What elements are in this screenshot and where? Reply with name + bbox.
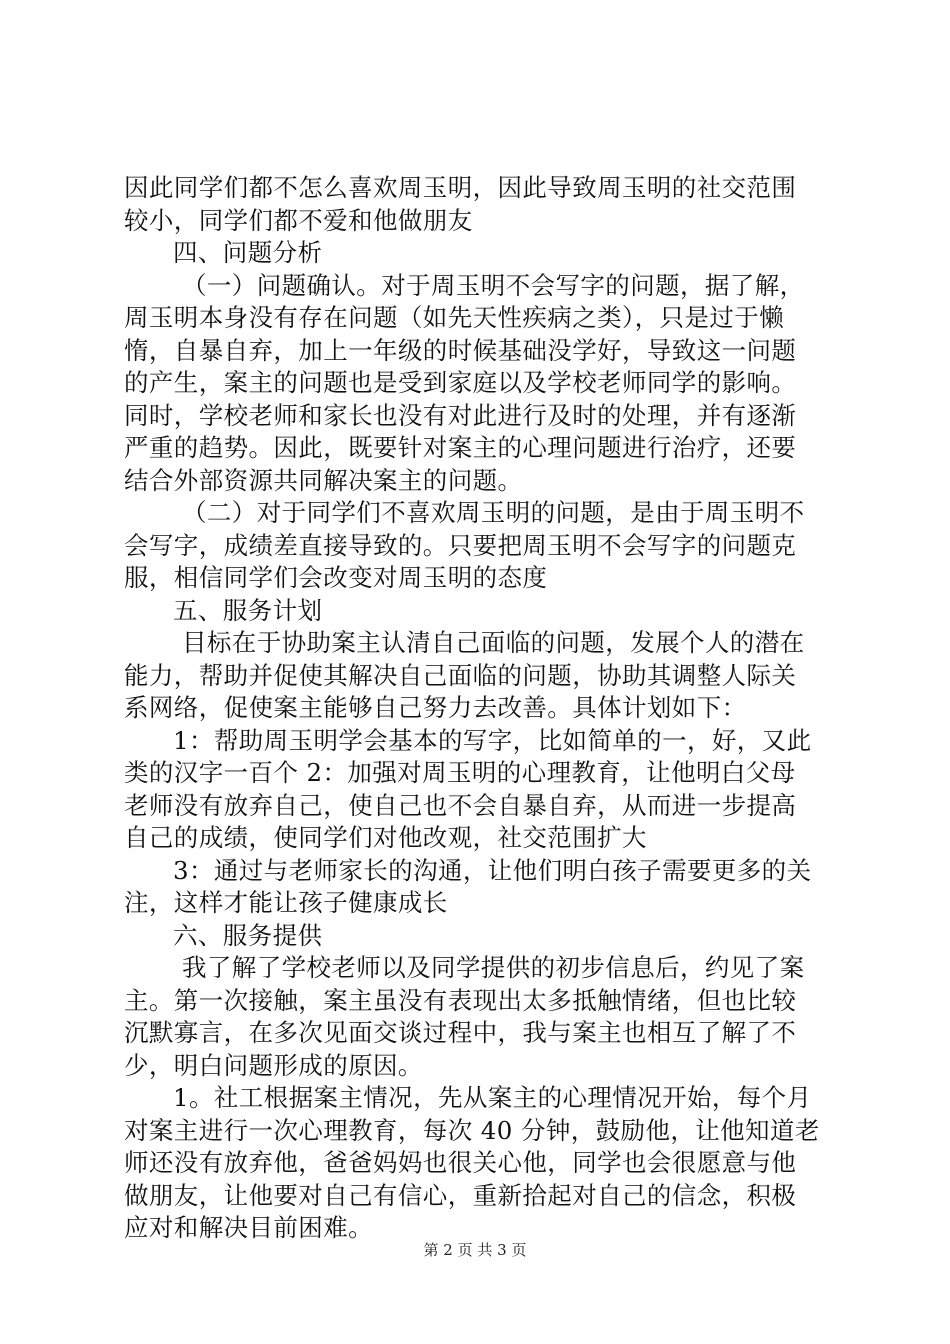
- text-line: 严重的趋势。因此，既要针对案主的心理问题进行治疗，还要: [124, 433, 797, 462]
- text-line: 目标在于协助案主认清自己面临的问题，发展个人的潜在: [182, 628, 805, 657]
- text-line: 系网络，促使案主能够自己努力去改善。具体计划如下：: [124, 693, 747, 722]
- text-line: 惰，自暴自弃，加上一年级的时候基础没学好，导致这一问题: [124, 335, 797, 365]
- text-line: 应对和解决目前困难。: [124, 1213, 373, 1242]
- text-line: 的产生，案主的问题也是受到家庭以及学校老师同学的影响。: [124, 368, 797, 397]
- section-heading: 四、问题分析: [173, 238, 323, 267]
- text-line: 1。社工根据案主情况，先从案主的心理情况开始，每个月: [173, 1083, 812, 1112]
- text-line: 自己的成绩，使同学们对他改观，社交范围扩大: [124, 823, 647, 852]
- text-line: 沉默寡言，在多次见面交谈过程中，我与案主也相互了解了不: [124, 1018, 797, 1047]
- text-line: 1：帮助周玉明学会基本的写字，比如简单的一，好，又此: [173, 725, 812, 755]
- section-heading: 六、服务提供: [173, 920, 323, 950]
- text-line: 类的汉字一百个 2：加强对周玉明的心理教育，让他明白父母: [124, 758, 796, 787]
- text-line: （一）问题确认。对于周玉明不会写字的问题，据了解，: [182, 270, 805, 300]
- text-line: 3：通过与老师家长的沟通，让他们明白孩子需要更多的关: [173, 855, 812, 885]
- text-line: 会写字，成绩差直接导致的。只要把周玉明不会写字的问题克: [124, 530, 797, 560]
- text-line: 较小，同学们都不爱和他做朋友: [124, 205, 473, 235]
- text-line: 对案主进行一次心理教育，每次 40 分钟，鼓励他，让他知道老: [124, 1115, 820, 1145]
- page-number-footer: 第 2 页 共 3 页: [423, 1241, 527, 1259]
- document-body: [124, 172, 836, 1245]
- text-line: 周玉明本身没有存在问题（如先天性疾病之类），只是过于懒: [124, 303, 785, 332]
- text-line: 主。第一次接触，案主虽没有表现出太多抵触情绪，但也比较: [124, 985, 797, 1015]
- section-heading: 五、服务计划: [173, 595, 323, 625]
- text-line: 师还没有放弃他，爸爸妈妈也很关心他，同学也会很愿意与他: [124, 1148, 797, 1177]
- text-line: （二）对于同学们不喜欢周玉明的问题，是由于周玉明不: [182, 498, 805, 527]
- text-line: 服，相信同学们会改变对周玉明的态度: [124, 563, 548, 592]
- text-line: 老师没有放弃自己，使自己也不会自暴自弃，从而进一步提高: [124, 790, 797, 820]
- text-line: 做朋友，让他要对自己有信心，重新拾起对自己的信念，积极: [124, 1180, 797, 1210]
- text-line: 少，明白问题形成的原因。: [124, 1050, 423, 1080]
- text-line: 因此同学们都不怎么喜欢周玉明，因此导致周玉明的社交范围: [124, 173, 797, 202]
- text-line: 注，这样才能让孩子健康成长: [124, 888, 448, 917]
- text-line: 能力，帮助并促使其解决自己面临的问题，协助其调整人际关: [124, 660, 797, 690]
- text-line: 同时，学校老师和家长也没有对此进行及时的处理，并有逐渐: [124, 400, 797, 430]
- text-line: 结合外部资源共同解决案主的问题。: [124, 465, 523, 495]
- text-line: 我了解了学校老师以及同学提供的初步信息后，约见了案: [182, 953, 805, 982]
